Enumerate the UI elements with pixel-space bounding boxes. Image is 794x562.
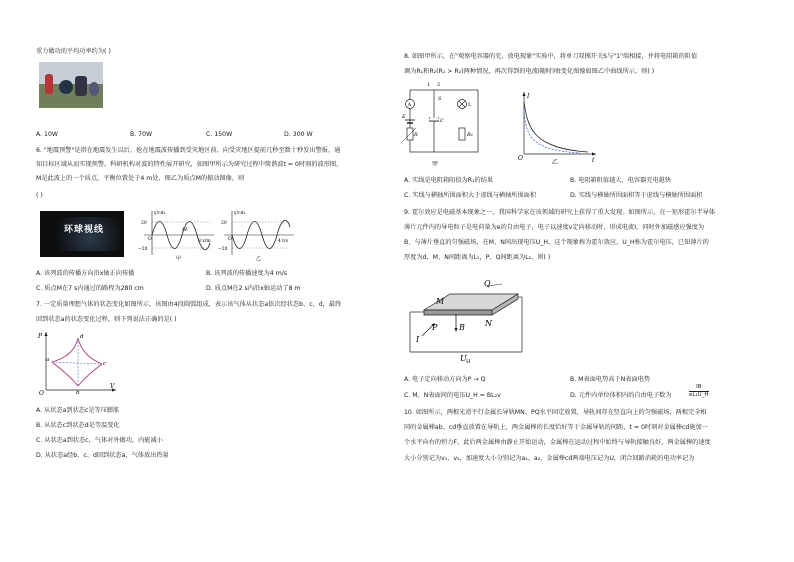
q6-video-title: 环球视线	[64, 225, 105, 235]
q6-line-1: 6. "地震预警"是指在地震发生以后，抢在地震波传播到受灾地区前，向受灾地区提前几秒至数十秒发出警报，通	[36, 147, 341, 154]
svg-text:1: 1	[427, 82, 431, 88]
svg-text:8 x/m: 8 x/m	[198, 239, 211, 244]
q9-line-2: 薄片元件内的导电粒子是电荷量为e的自由电子，电子以速度v定向移动时，形成电流I，同时外加磁感应强度为	[404, 224, 705, 231]
svg-text:H: H	[466, 359, 471, 364]
q8-circuit-label: 甲	[432, 161, 439, 168]
q9-hall-effect-diagram	[404, 272, 528, 364]
q5-option-d: D. 300 W	[284, 131, 313, 138]
svg-text:N: N	[485, 319, 492, 328]
q9-option-c: C. M、N表面间的电压U_H = BL₂v	[404, 392, 501, 399]
q6-graph1-label: 甲	[176, 256, 182, 261]
q5-tail-text: 重力做功的平均功率约为( )	[36, 48, 111, 55]
q8-option-a: A. 实线是电阻箱阻值为R₁的结果	[404, 177, 494, 184]
q8-option-c: C. 实线与横轴所围面积大于虚线与横轴所围面积	[404, 192, 537, 199]
svg-text:2: 2	[437, 82, 441, 88]
svg-text:O: O	[39, 390, 44, 396]
q9-option-a: A. 电子定向移动方向为P → Q	[404, 376, 486, 383]
svg-text:d: d	[80, 334, 84, 340]
svg-text:I: I	[416, 335, 420, 344]
q8-current-graph	[518, 90, 600, 168]
q10-line-3: 个水平向右的恒力F，此后两金属棒由静止开始运动，金属棒在运动过程中始终与导轨接触良好，两金属棒的速度	[404, 439, 711, 446]
svg-text:M: M	[182, 227, 188, 233]
q7-line-1: 7. 一定质量理想气体的状态变化如图所示，该图由4段圆弧组成，表示该气体从状态a依次经状态b、c、d，最终	[36, 301, 342, 308]
svg-text:B: B	[459, 323, 465, 332]
svg-text:L: L	[468, 102, 472, 108]
q7-pv-diagram	[36, 330, 120, 396]
q6-vibration-graph	[218, 207, 300, 261]
q10-line-2: 同的金属棒ab、cd垂直放置在导轨上，两金属棒的长度恰好等于金属导轨的间距，t = 0时刻对金属棒cd施加一	[404, 424, 708, 431]
q5-option-b: B. 70W	[130, 131, 153, 138]
q8-line-2: 调为R₁和R₂(R₁ > R₂)两种情况，再次得到的电流I随时间t变化图像如图乙中曲线所示，则( )	[404, 68, 655, 75]
q9-line-1: 9. 霍尔效应是电磁基本现象之一，我国科学家在该领域的研究上获得了重大发现。如图所示，在一矩形霍尔半导体	[404, 209, 716, 216]
svg-text:20: 20	[221, 221, 227, 226]
fraction-numerator: IB	[689, 384, 709, 392]
q6-option-d: D. 质点M在2 s内沿x轴运动了8 m	[206, 285, 301, 292]
svg-text:I: I	[527, 93, 530, 100]
q9-option-d-fraction	[689, 384, 709, 399]
q6-wave-graph	[138, 207, 220, 261]
q6-video-thumbnail	[40, 211, 124, 257]
svg-text:P: P	[38, 333, 43, 340]
fraction-denominator: eL₁U_H	[689, 392, 709, 398]
svg-text:M: M	[436, 297, 445, 306]
svg-text:y/cm: y/cm	[234, 211, 245, 216]
svg-text:U: U	[460, 354, 467, 363]
q10-line-4: 大小分别记为v₁、v₂，加速度大小分别记为a₁、a₂，金属棒cd两端电压记为U，闭合回路消耗的电功率记为	[404, 455, 695, 462]
q9-line-4: 厚度为d，M、N间距离为L₁，P、Q间距离为L₂，则( )	[404, 254, 551, 261]
q8-line-1: 8. 如图甲所示，在"观察电容器的充、放电现象"实验中，将单刀双掷开关S与"1"端相接，并将电阻箱的阻值	[404, 53, 698, 60]
q9-option-d: D. 元件内单位体积内的自由电子数为	[570, 392, 672, 399]
q8-circuit-diagram	[402, 80, 494, 168]
svg-text:P: P	[432, 323, 438, 332]
svg-text:O: O	[518, 155, 523, 162]
q7-option-a: A. 从状态a到状态c是等压膨胀	[36, 407, 120, 414]
svg-text:V: V	[110, 383, 115, 390]
svg-text:C: C	[440, 118, 444, 124]
q7-option-d: D. 从状态a经b、c、d回到状态a，气体放出热量	[36, 452, 169, 459]
svg-text:−20: −20	[218, 247, 228, 252]
q8-option-b: B. 电阻箱阻值越大，电容器充电越快	[570, 177, 671, 184]
svg-text:O: O	[228, 237, 232, 242]
q5-photo	[39, 62, 103, 108]
q6-graph2-label: 乙	[256, 256, 262, 261]
svg-text:−20: −20	[138, 247, 148, 252]
q7-option-c: C. 从状态a到状态c，气体对外做功，内能减小	[36, 437, 163, 444]
q6-line-3: M是此波上的一个质点，平衡位置处于4 m处，图乙为质点M的振动图像，则	[36, 175, 245, 182]
svg-text:c: c	[103, 361, 107, 367]
q8-option-d: D. 实线与横轴所围面积等于虚线与横轴所围面积	[570, 192, 703, 199]
q5-option-a: A. 10W	[36, 131, 59, 138]
svg-text:R: R	[414, 132, 418, 138]
svg-text:4 t/s: 4 t/s	[278, 239, 288, 244]
svg-text:t: t	[592, 157, 595, 164]
q5-option-c: C. 150W	[206, 131, 233, 138]
svg-text:A: A	[407, 102, 412, 109]
q7-option-b: B. 从状态c到状态d是等温变化	[36, 422, 120, 429]
svg-text:20: 20	[141, 221, 147, 226]
svg-text:O: O	[148, 237, 152, 242]
svg-text:Q: Q	[484, 279, 491, 288]
svg-text:S: S	[438, 96, 442, 102]
q7-line-2: 回到状态a的状态变化过程，则下列说法正确的是( )	[36, 316, 177, 323]
svg-text:a: a	[46, 357, 50, 363]
svg-text:y/cm: y/cm	[154, 211, 165, 216]
q9-line-3: B、与薄片垂直的匀强磁场，在M、N间出现电压U_H，这个现象称为霍尔效应，U_H称为霍尔电压，已知薄片的	[404, 239, 709, 246]
q9-option-b: B. M表面电势高于N表面电势	[570, 376, 651, 383]
q6-option-a: A. 该列波的传播方向沿x轴正向传播	[36, 270, 135, 277]
svg-text:E: E	[402, 114, 406, 120]
q6-option-c: C. 质点M在7 s内通过的路程为280 cm	[36, 285, 144, 292]
q6-line-2: 知目标区域从而实现预警。科研机构对波的特性展开研究，如图甲所示为研究过程中简谐波t = 0时刻的波形图，	[36, 161, 343, 168]
svg-text:R₀: R₀	[467, 132, 473, 138]
q6-option-b: B. 该列波的传播速度为4 m/s	[206, 270, 288, 277]
q10-line-1: 10. 如图所示，两根光滑平行金属长导轨MN、PQ水平固定放置，导轨间存在竖直向上的匀强磁场，两根完全相	[404, 409, 707, 416]
q8-graph-label: 乙	[552, 159, 559, 166]
svg-text:b: b	[76, 390, 80, 396]
q6-paren: ( )	[36, 192, 43, 199]
